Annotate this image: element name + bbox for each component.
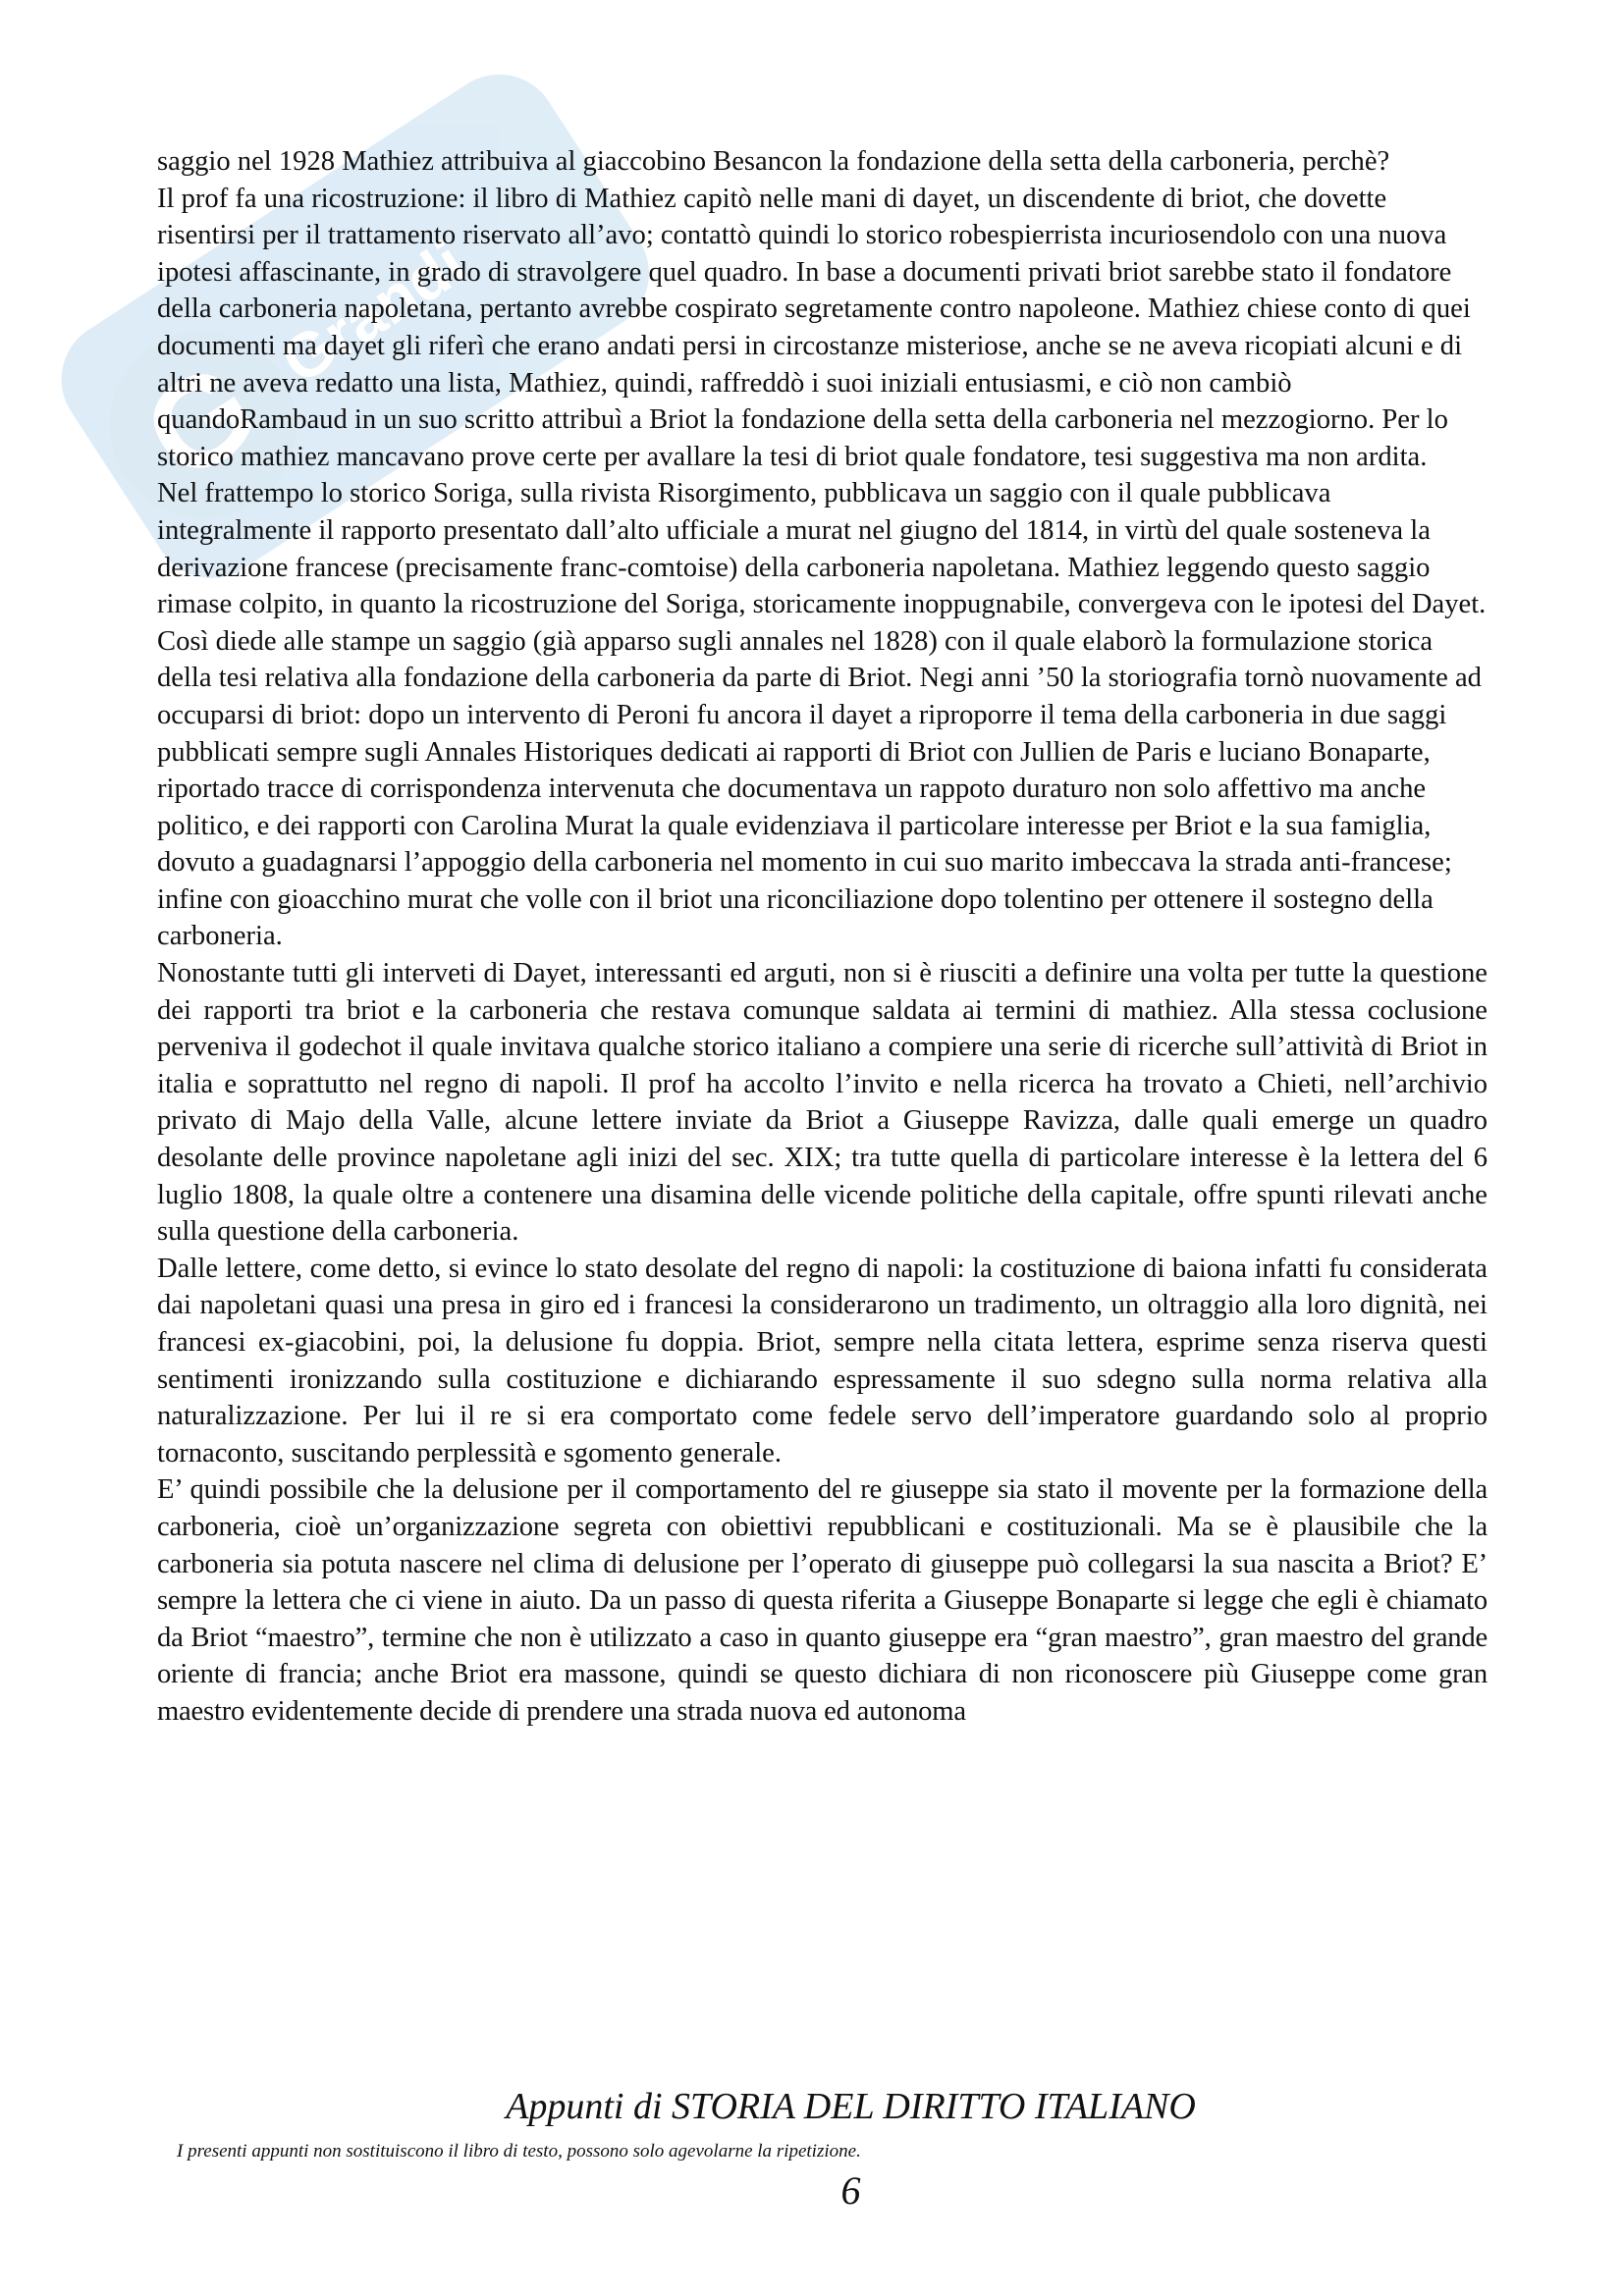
document-body [157, 143, 1488, 1731]
watermark-initial: G [119, 334, 282, 508]
paragraph-3: Nel frattempo lo storico Soriga, sulla rivista Risorgimento, pubblicava un saggio con il quale pubblicava integralmente il rapporto presentato dall’alto ufficiale a murat nel giugno del 1814, in virtù del quale sosteneva la derivazione francese (precisamente franc-comtoise) della carboneria napoletana. Mathiez leggendo questo saggio rimase colpito, in quanto la ricostruzione del Soriga, storicamente inoppugnabile, convergeva con le ipotesi del Dayet. Così diede alle stampe un saggio (già apparso sugli annales nel 1828) con il quale elaborò la formulazione storica della tesi relativa alla fondazione della carboneria da parte di Briot. Negi anni ’50 la storiografia tornò nuovamente ad occuparsi di briot: dopo un intervento di Peroni fu ancora il dayet a riproporre il tema della carboneria in due saggi pubblicati sempre sugli Annales Historiques dedicati ai rapporti di Briot con Jullien de Paris e luciano Bonaparte, riportado tracce di corrispondenza intervenuta che documentava un rappoto duraturo non solo affettivo ma anche politico, e dei rapporti con Carolina Murat la quale evidenziava il particolare interesse per Briot e la sua famiglia, dovuto a guadagnarsi l’appoggio della carboneria nel momento in cui suo marito imbeccava la strada anti-francese; infine con gioacchino murat che volle con il briot una riconciliazione dopo tolentino per ottenere il sostegno della carboneria. [157, 478, 1487, 952]
paragraph-5: Dalle lettere, come detto, si evince lo stato desolate del regno di napoli: la costituzione di baiona infatti fu considerata dai napoletani quasi una presa in giro ed i francesi la considerarono un tradimento, un oltraggio alla loro dignità, nei francesi ex-giacobini, poi, la delusione fu doppia. Briot, sempre nella citata lettera, esprime senza riserva questi sentimenti ironizzando sulla costituzione e dichiarando espressamente il suo sdegno sulla norma relativa alla naturalizzazione. Per lui il re si era comportato come fedele servo dell’imperatore guardando solo al proprio tornaconto, suscitando perplessità e sgomento generale. [157, 1253, 1488, 1468]
paragraph-6: E’ quindi possibile che la delusione per il comportamento del re giuseppe sia stato il movente per la formazione della carboneria, cioè un’organizzazione segreta con obiettivi repubblicani e costituzionali. Ma se è plausibile che la carboneria sia potuta nascere nel clima di delusione per l’operato di giuseppe può collegarsi la sua nascita a Briot? E’ sempre la lettera che ci viene in aiuto. Da un passo di questa riferita a Giuseppe Bonaparte si legge che egli è chiamato da Briot “maestro”, termine che non è utilizzato a caso in quanto giuseppe era “gran maestro”, gran maestro del grande oriente di francia; anche Briot era massone, quindi se questo dichiara di non riconoscere più Giuseppe come gran maestro evidentemente decide di prendere una strada nuova ed autonoma [157, 1474, 1488, 1727]
page-number: 6 [840, 2168, 861, 2213]
watermark-text: Grandi [269, 227, 478, 398]
paragraph-2: Il prof fa una ricostruzione: il libro di Mathiez capitò nelle mani di dayet, un discendente di briot, che dovette risentirsi per il trattamento riservato all’avo; contattò quindi lo storico robespierrista incuriosendolo con una nuova ipotesi affascinante, in grado di stravolgere quel quadro. In base a documenti privati briot sarebbe stato il fondatore della carboneria napoletana, pertanto avrebbe cospirato segretamente contro napoleone. Mathiez chiese conto di quei documenti ma dayet gli riferì che erano andati persi in circostanze misteriose, anche se ne aveva ricopiati alcuni e di altri ne aveva redatto una lista, Mathiez, quindi, raffreddò i suoi iniziali entusiasmi, e ciò non cambiò quandoRambaud in un suo scritto attribuì a Briot la fondazione della setta della carboneria nel mezzogiorno. Per lo storico mathiez mancavano prove certe per avallare la tesi di briot quale fondatore, tesi suggestiva ma non ardita. [157, 183, 1471, 472]
footer-title: Appunti di STORIA DEL DIRITTO ITALIANO [506, 2086, 1196, 2127]
footer-note: I presenti appunti non sostituiscono il libro di testo, possono solo agevolarne la ripetizione. [177, 2141, 861, 2162]
paragraph-4: Nonostante tutti gli interveti di Dayet, interessanti ed arguti, non si è riusciti a definire una volta per tutte la questione dei rapporti tra briot e la carboneria che restava comunque saldata ai termini di mathiez. Alla stessa coclusione perveniva il godechot il quale invitava qualche storico italiano a compiere una serie di ricerche sull’attività di Briot in italia e soprattutto nel regno di napoli. Il prof ha accolto l’invito e nella ricerca ha trovato a Chieti, nell’archivio privato di Majo della Valle, alcune lettere inviate da Briot a Giuseppe Ravizza, dalle quali emerge un quadro desolante delle province napoletane agli inizi del sec. XIX; tra tutte quella di particolare interesse è la lettera del 6 luglio 1808, la quale oltre a contenere una disamina delle vicende politiche della capitale, offre spunti rilevati anche sulla questione della carboneria. [157, 958, 1488, 1248]
paragraph-1: saggio nel 1928 Mathiez attribuiva al giaccobino Besancon la fondazione della setta della carboneria, perchè? [157, 146, 1390, 177]
